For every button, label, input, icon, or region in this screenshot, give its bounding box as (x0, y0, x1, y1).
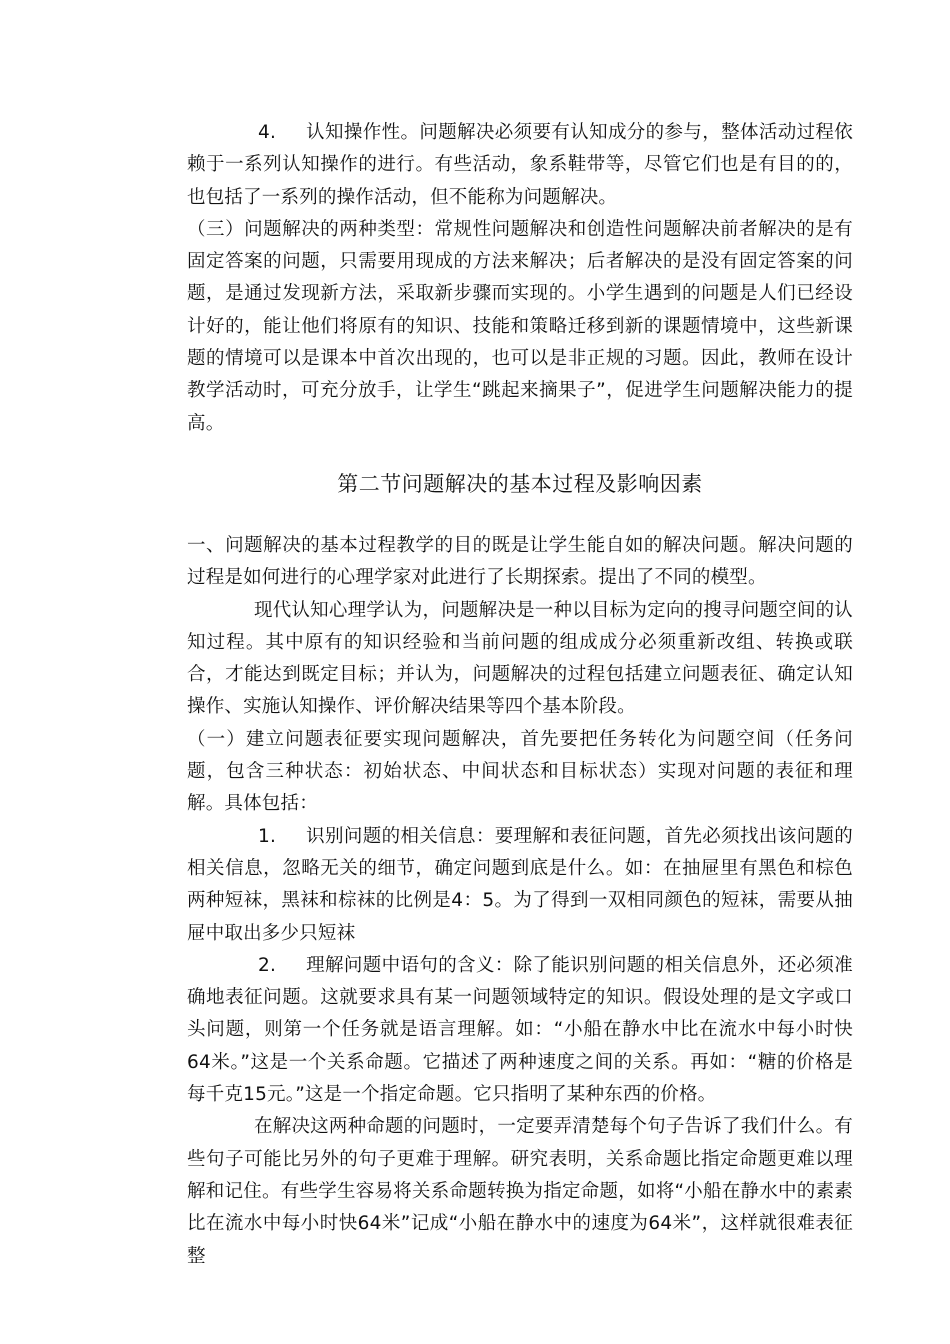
paragraph-two-types: （三）问题解决的两种类型：常规性问题解决和创造性问题解决前者解决的是有固定答案的问题，只需要用现成的方法来解决；后者解决的是没有固定答案的问题，是通过发现新方法，采取新步骤而实现的。小学生遇到的问题是人们已经设计好的，能让他们将原有的知识、技能和策略迁移到新的课题情境中，这些新课题的情境可以是课本中首次出现的，也可以是非正规的习题。因此，教师在设计教学活动时，可充分放手，让学生“跳起来摘果子”，促进学生问题解决能力的提高。 (187, 218, 853, 434)
paragraph-problem-representation: （一）建立问题表征要实现问题解决，首先要把任务转化为问题空间（任务问题，包含三种状态：初始状态、中间状态和目标状态）实现对问题的表征和理解。具体包括： (187, 728, 853, 815)
paragraph-cognitive-psychology: 现代认知心理学认为，问题解决是一种以目标为定向的搜寻问题空间的认知过程。其中原有的知识经验和当前问题的组成成分必须重新改组、转换或联合，才能达到既定目标；并认为，问题解决的过程包括建立问题表征、确定认知操作、实施认知操作、评价解决结果等四个基本阶段。 (187, 599, 853, 718)
item-number: 1. (258, 825, 277, 847)
paragraph-item-2 (187, 950, 853, 1111)
paragraph-text: 认知操作性。问题解决必须要有认知成分的参与，整体活动过程依赖于一系列认知操作的进行。有些活动，象系鞋带等，尽管它们也是有目的的，也包括了一系列的操作活动，但不能称为问题解决。 (187, 122, 853, 208)
item-number: 2. (258, 954, 277, 976)
item-number: 4. (258, 122, 277, 143)
paragraph-text: 理解问题中语句的含义：除了能识别问题的相关信息外，还必须准确地表征问题。这就要求具有某一问题领域特定的知识。假设处理的是文字或口头问题，则第一个任务就是语言理解。如：“小船在静水中比在流水中每小时快64米。”这是一个关系命题。它描述了两种速度之间的关系。再如：“糖的价格是每千克15元。”这是一个指定命题。它只指明了某种东西的价格。 (187, 954, 853, 1106)
document-body (187, 117, 853, 1273)
paragraph-item-1 (187, 821, 853, 950)
section-heading: 第二节问题解决的基本过程及影响因素 (337, 471, 703, 496)
paragraph-text: 识别问题的相关信息：要理解和表征问题，首先必须找出该问题的相关信息，忽略无关的细节，确定问题到底是什么。如：在抽屉里有黑色和棕色两种短袜，黑袜和棕袜的比例是4：5。为了得到一双相同颜色的短袜，需要从抽屉中取出多少只短袜 (187, 825, 853, 944)
paragraph-basic-process: 一、问题解决的基本过程教学的目的既是让学生能自如的解决问题。解决问题的过程是如何进行的心理学家对此进行了长期探索。提出了不同的模型。 (187, 534, 853, 589)
paragraph-proposition-types: 在解决这两种命题的问题时，一定要弄清楚每个句子告诉了我们什么。有些句子可能比另外的句子更难于理解。研究表明，关系命题比指定命题更难以理解和记住。有些学生容易将关系命题转换为指定命题，如将“小船在静水中的素素比在流水中每小时快64米”记成“小船在静水中的速度为64米”，这样就很难表征整 (187, 1116, 853, 1267)
paragraph-item-4 (187, 117, 853, 214)
